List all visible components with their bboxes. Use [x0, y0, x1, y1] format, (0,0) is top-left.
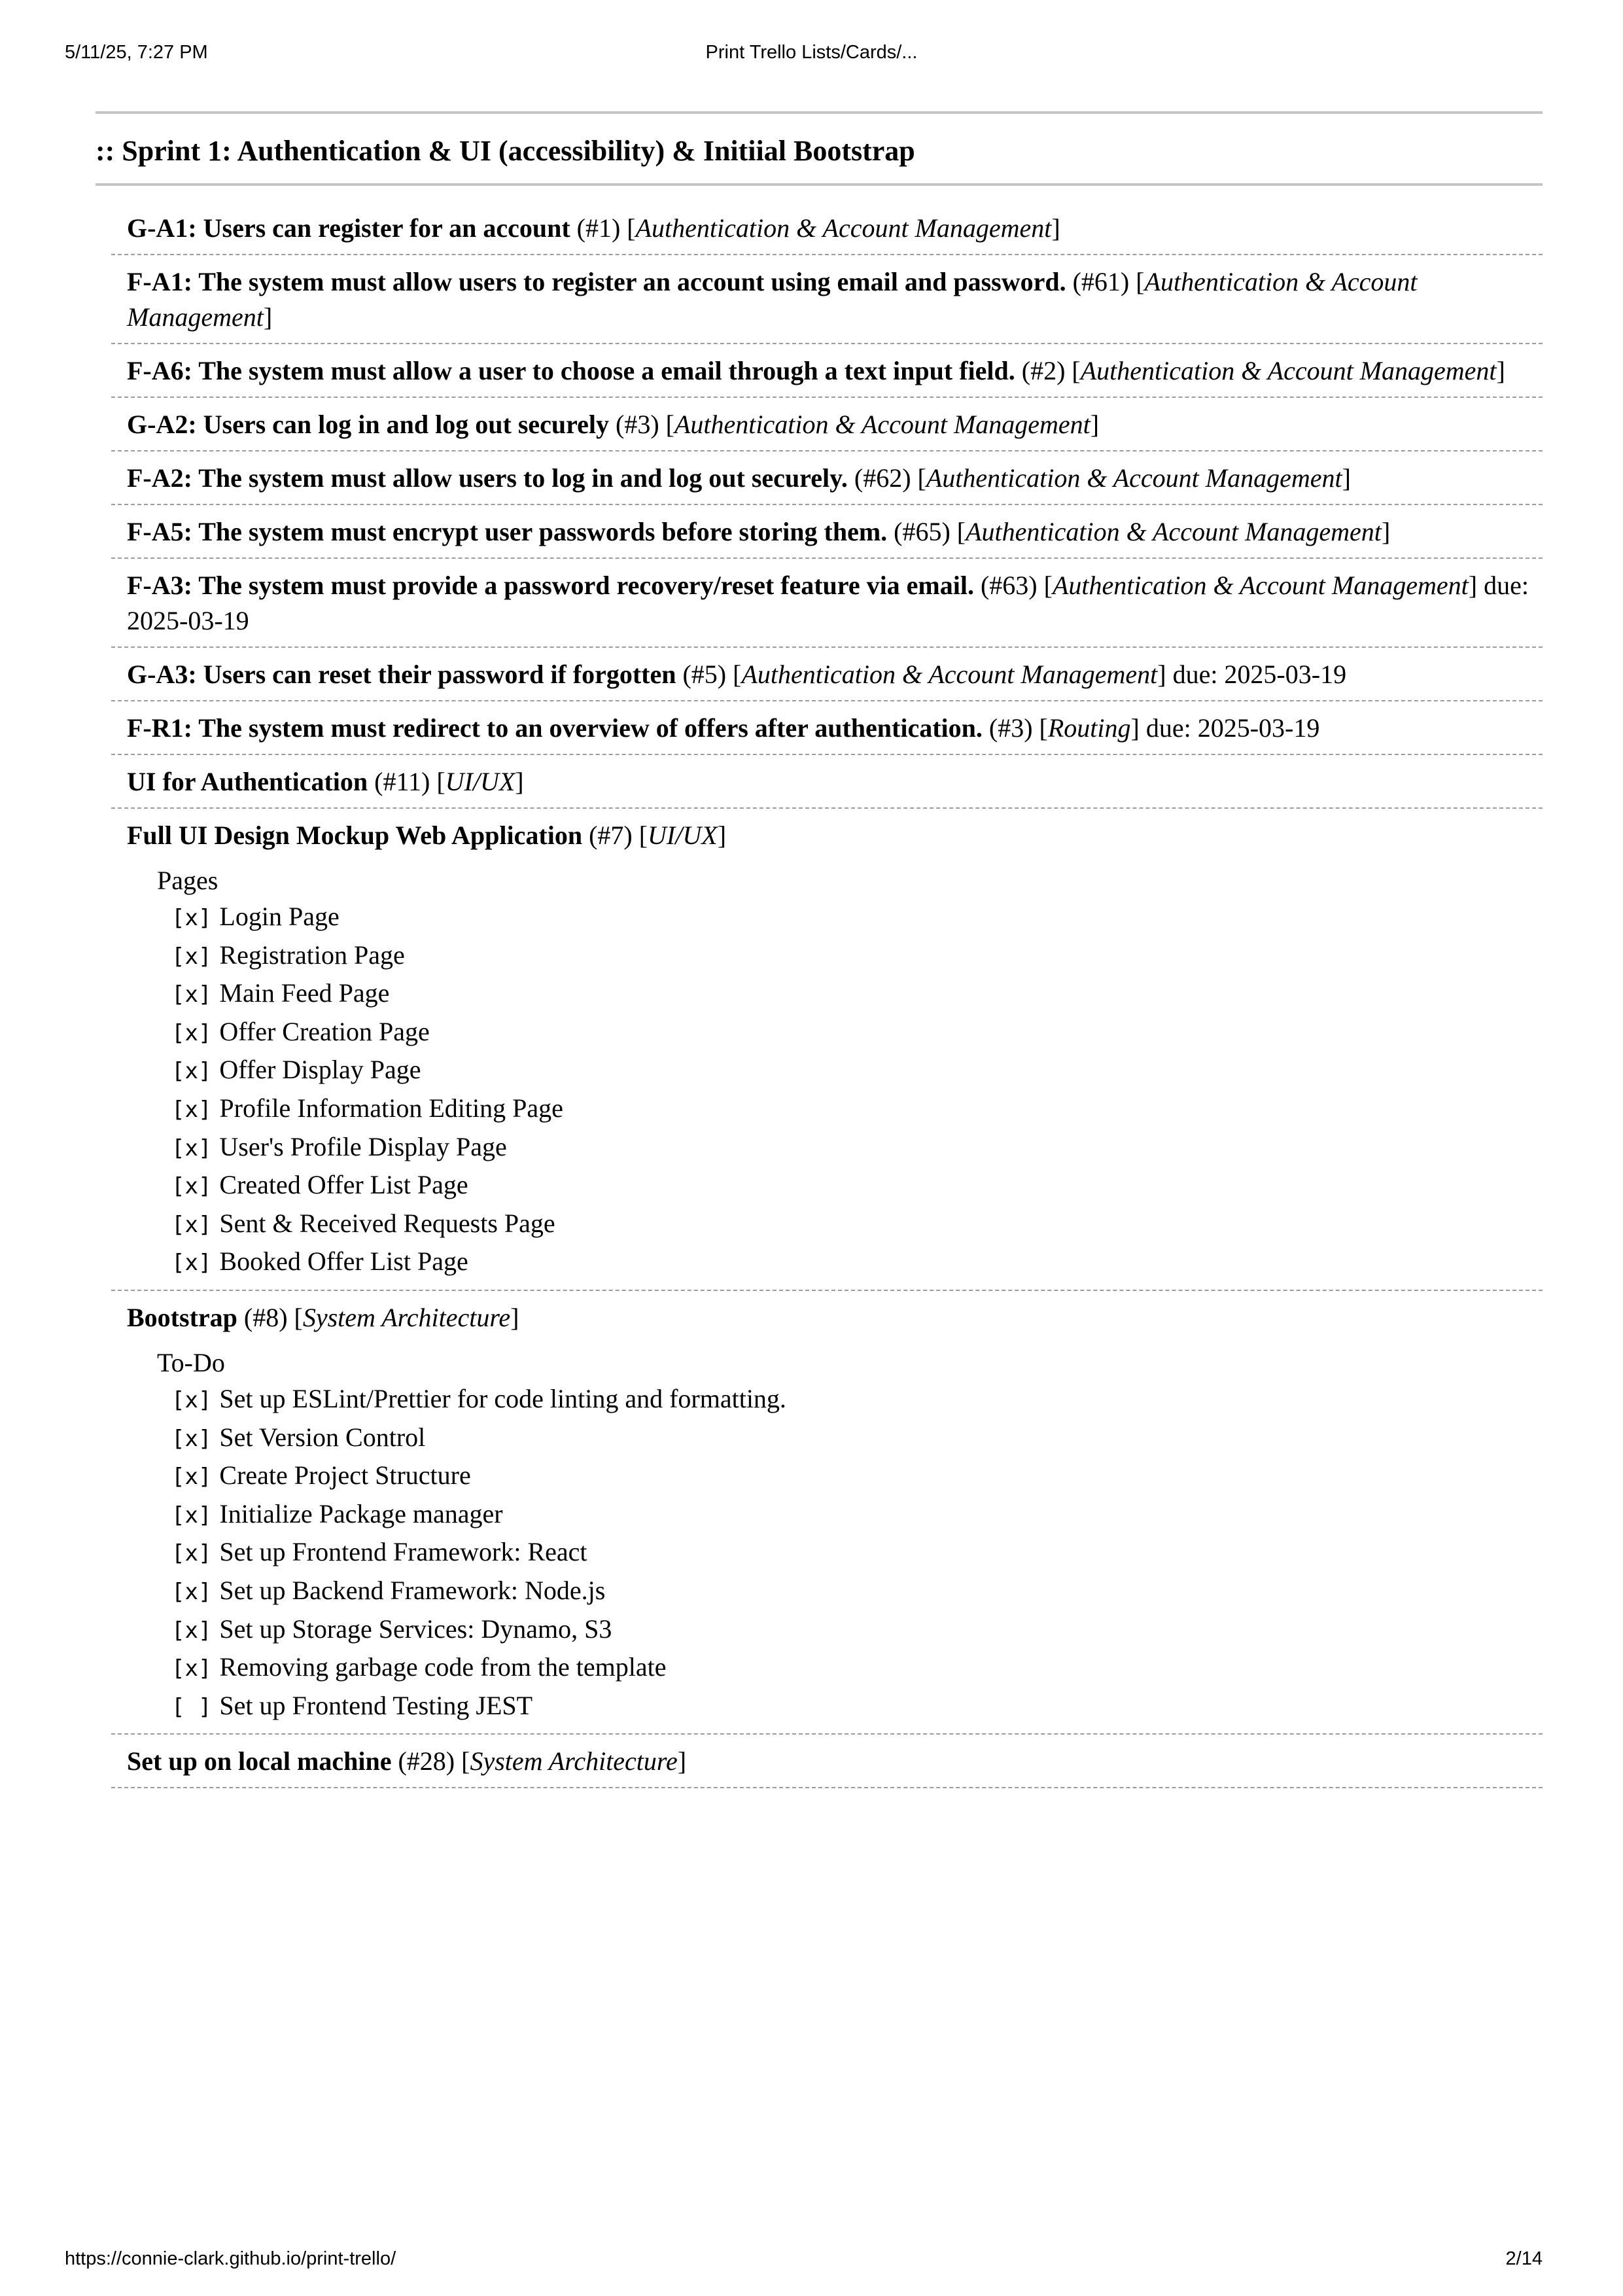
card-title: F-A5: The system must encrypt user passwords before storing them.	[127, 517, 888, 546]
card-title: Set up on local machine	[127, 1746, 392, 1776]
card: F-A5: The system must encrypt user passwords before storing them. (#65) [Authentication & Account Management]	[111, 505, 1543, 559]
card-number: (#5)	[682, 660, 727, 689]
card-label: Authentication & Account Management	[127, 267, 1418, 332]
checklist-item-text: Main Feed Page	[219, 978, 390, 1008]
print-header	[0, 42, 1623, 68]
checklist-item-text: Sent & Received Requests Page	[219, 1208, 555, 1238]
checklist-item-text: Set Version Control	[219, 1422, 426, 1452]
checklist	[157, 1345, 1543, 1725]
checklist-item	[157, 1611, 1543, 1650]
card-label: Authentication & Account Management	[741, 660, 1158, 689]
checkbox-marker: [x]	[171, 981, 212, 1008]
card: F-A6: The system must allow a user to choose a email through a text input field. (#2) [Authentication & Account Management]	[111, 344, 1543, 398]
checklist-item-text: Offer Creation Page	[219, 1016, 430, 1046]
card-label: Routing	[1047, 713, 1131, 743]
checklist-item-text: Set up ESLint/Prettier for code linting and formatting.	[219, 1383, 786, 1413]
checklist-item	[157, 1205, 1543, 1244]
card: Full UI Design Mockup Web Application (#7) [UI/UX] Pages [x] Login Page [x] Registration Page [x] Main Feed Page [x] Offer Creation Page [x] Offer Display Page [x] Profile Information Editing Page [x] User's Profile Display Page [x] Created Offer List Page [x] Sent & Received Requests Page [x] Booked Offer List Page	[111, 809, 1543, 1291]
checkbox-marker: [x]	[171, 1502, 212, 1528]
checklist-item	[157, 1419, 1543, 1458]
checklist-item	[157, 1090, 1543, 1129]
card: UI for Authentication (#11) [UI/UX]	[111, 755, 1543, 809]
card: F-R1: The system must redirect to an overview of offers after authentication. (#3) [Routing] due: 2025-03-19	[111, 701, 1543, 755]
checklist	[157, 862, 1543, 1282]
card-number: (#62)	[854, 463, 911, 493]
checkbox-marker: [x]	[171, 943, 212, 970]
checklist-item	[157, 1649, 1543, 1687]
checkbox-marker: [ ]	[171, 1693, 212, 1720]
card-number: (#3)	[988, 713, 1033, 743]
checkbox-marker: [x]	[171, 1386, 212, 1413]
checklist-item-text: Removing garbage code from the template	[219, 1652, 667, 1682]
checklist-item	[157, 898, 1543, 937]
card-label: Authentication & Account Management	[926, 463, 1342, 493]
checklist-item-text: Set up Frontend Testing JEST	[219, 1690, 533, 1720]
checkbox-marker: [x]	[171, 1464, 212, 1491]
card-title: F-A1: The system must allow users to register an account using email and password.	[127, 267, 1066, 296]
card-number: (#8)	[243, 1302, 288, 1332]
card-label: UI/UX	[445, 767, 515, 796]
card-title: G-A3: Users can reset their password if forgotten	[127, 660, 676, 689]
card-title: F-A6: The system must allow a user to choose a email through a text input field.	[127, 356, 1015, 385]
checklist-item-text: Set up Backend Framework: Node.js	[219, 1575, 606, 1605]
checkbox-marker: [x]	[171, 1425, 212, 1452]
checklist-name: To-Do	[157, 1347, 225, 1377]
checkbox-marker: [x]	[171, 1173, 212, 1200]
card-label: Authentication & Account Management	[635, 213, 1052, 243]
checklist-item-text: Create Project Structure	[219, 1460, 471, 1491]
checklist-item	[157, 1051, 1543, 1090]
print-header-title: Print Trello Lists/Cards/...	[705, 42, 918, 63]
checklist-item	[157, 1534, 1543, 1572]
checklist-item	[157, 975, 1543, 1014]
card-due-date: due: 2025-03-19	[1145, 713, 1320, 743]
checklist-item-text: Booked Offer List Page	[219, 1246, 468, 1277]
checklist-item-text: User's Profile Display Page	[219, 1131, 507, 1161]
card-number: (#2)	[1021, 356, 1066, 385]
checklist-item-text: Set up Storage Services: Dynamo, S3	[219, 1614, 612, 1644]
checkbox-marker: [x]	[171, 1655, 212, 1682]
print-footer-page-number: 2/14	[1505, 2248, 1543, 2269]
checklist-item-text: Login Page	[219, 902, 340, 931]
card-number: (#61)	[1072, 267, 1130, 296]
checklist-item	[157, 1129, 1543, 1167]
card-label: Authentication & Account Management	[1052, 571, 1469, 600]
card-title: F-R1: The system must redirect to an overview of offers after authentication.	[127, 713, 983, 743]
checklist-name: Pages	[157, 866, 218, 895]
card-number: (#28)	[398, 1746, 455, 1776]
card-number: (#65)	[894, 517, 951, 546]
checkbox-marker: [x]	[171, 1578, 212, 1605]
checklist-item-text: Created Offer List Page	[219, 1170, 468, 1200]
list-title: :: Sprint 1: Authentication & UI (accessibility) & Initiial Bootstrap	[96, 111, 1543, 186]
card: Set up on local machine (#28) [System Architecture]	[111, 1735, 1543, 1788]
checklist-item-text: Initialize Package manager	[219, 1498, 503, 1528]
checklist-item	[157, 1496, 1543, 1534]
card: G-A1: Users can register for an account (#1) [Authentication & Account Management]	[111, 202, 1543, 255]
checkbox-marker: [x]	[171, 1540, 212, 1567]
card-title: F-A2: The system must allow users to log in and log out securely.	[127, 463, 848, 493]
card: G-A3: Users can reset their password if forgotten (#5) [Authentication & Account Management] due: 2025-03-19	[111, 648, 1543, 701]
card-number: (#1)	[576, 213, 621, 243]
checklist-item	[157, 1457, 1543, 1496]
print-footer	[0, 2248, 1623, 2274]
card-title: G-A2: Users can log in and log out securely	[127, 410, 610, 439]
checklist-item	[157, 1014, 1543, 1052]
list-content	[96, 111, 1543, 1788]
checklist-item	[157, 1687, 1543, 1726]
card-label: System Architecture	[470, 1746, 678, 1776]
checklist-item	[157, 1243, 1543, 1282]
checklist-item-text: Registration Page	[219, 940, 405, 970]
card-number: (#63)	[980, 571, 1038, 600]
card: F-A1: The system must allow users to register an account using email and password. (#61) [Authentication & Account Management]	[111, 255, 1543, 344]
checkbox-marker: [x]	[171, 1019, 212, 1046]
card-title: UI for Authentication	[127, 767, 368, 796]
card: G-A2: Users can log in and log out securely (#3) [Authentication & Account Management]	[111, 398, 1543, 451]
card-title: Bootstrap	[127, 1302, 237, 1332]
card-title: F-A3: The system must provide a password recovery/reset feature via email.	[127, 571, 974, 600]
checklist-item-text: Set up Frontend Framework: React	[219, 1537, 587, 1567]
checkbox-marker: [x]	[171, 1096, 212, 1123]
checklist-item-text: Offer Display Page	[219, 1055, 421, 1085]
card-list	[111, 202, 1543, 1788]
card-label: Authentication & Account Management	[674, 410, 1091, 439]
checkbox-marker: [x]	[171, 1617, 212, 1644]
card-label: Authentication & Account Management	[966, 517, 1382, 546]
card-label: System Architecture	[302, 1302, 511, 1332]
checkbox-marker: [x]	[171, 1058, 212, 1085]
checkbox-marker: [x]	[171, 1135, 212, 1161]
card-title: Full UI Design Mockup Web Application	[127, 821, 583, 850]
card: Bootstrap (#8) [System Architecture] To-Do [x] Set up ESLint/Prettier for code linting and formatting. [x] Set Version Control [x] Create Project Structure [x] Initialize Package manager [x] Set up Frontend Framework: React [x] Set up Backend Framework: Node.js [x] Set up Storage Services: Dynamo, S3 [x] Removing garbage code from the template [ ] Set up Frontend Testing JEST	[111, 1291, 1543, 1735]
checklist-item	[157, 1381, 1543, 1419]
checkbox-marker: [x]	[171, 1211, 212, 1238]
card-number: (#11)	[374, 767, 430, 796]
card-due-date: due: 2025-03-19	[127, 571, 1529, 635]
checkbox-marker: [x]	[171, 1250, 212, 1277]
print-header-datetime: 5/11/25, 7:27 PM	[65, 42, 208, 63]
card: F-A3: The system must provide a password recovery/reset feature via email. (#63) [Authentication & Account Management] due: 2025-03-19	[111, 559, 1543, 648]
print-footer-url: https://connie-clark.github.io/print-trello/	[65, 2248, 396, 2269]
checklist-item	[157, 937, 1543, 976]
card-number: (#7)	[589, 821, 633, 850]
card-label: UI/UX	[648, 821, 718, 850]
checklist-item	[157, 1572, 1543, 1611]
checklist-item-text: Profile Information Editing Page	[219, 1093, 563, 1123]
card-due-date: due: 2025-03-19	[1172, 660, 1347, 689]
card-title: G-A1: Users can register for an account	[127, 213, 570, 243]
card-label: Authentication & Account Management	[1080, 356, 1497, 385]
checklist-item	[157, 1167, 1543, 1205]
checkbox-marker: [x]	[171, 905, 212, 931]
card: F-A2: The system must allow users to log in and log out securely. (#62) [Authentication & Account Management]	[111, 451, 1543, 505]
card-number: (#3)	[616, 410, 659, 439]
